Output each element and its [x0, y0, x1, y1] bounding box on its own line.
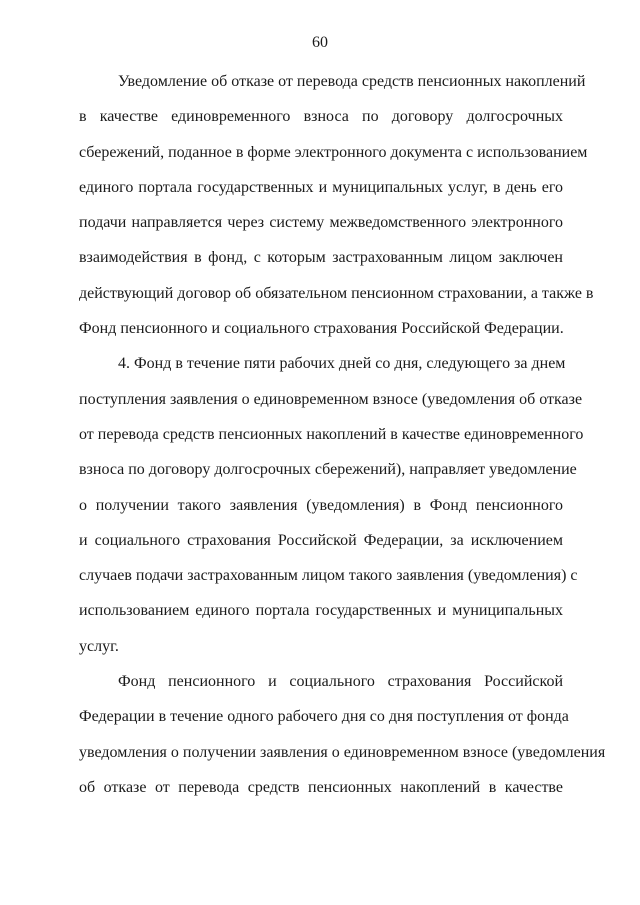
paragraph-1-line-3: сбережений, поданное в форме электронного документа с использованием [79, 143, 588, 161]
paragraph-2-line-7: случаев подачи застрахованным лицом такого заявления (уведомления) с [79, 567, 578, 585]
paragraph-1-line-2: в качестве единовременного взноса по договору долгосрочных [79, 108, 563, 126]
paragraph-2-line-5: о получении такого заявления (уведомления) в Фонд пенсионного [79, 496, 563, 514]
paragraph-2-line-3: от перевода средств пенсионных накоплений в качестве единовременного [79, 425, 584, 443]
paragraph-1-line-8: Фонд пенсионного и социального страхования Российской Федерации. [79, 320, 564, 338]
paragraph-2-line-4: взноса по договору долгосрочных сбережений), направляет уведомление [79, 461, 577, 479]
paragraph-3-line-2: Федерации в течение одного рабочего дня со дня поступления от фонда [79, 708, 569, 726]
paragraph-2-line-1: 4. Фонд в течение пяти рабочих дней со дня, следующего за днем [118, 355, 566, 373]
paragraph-1-line-1: Уведомление об отказе от перевода средств пенсионных накоплений [118, 73, 586, 90]
paragraph-3-line-3: уведомления о получении заявления о единовременном взносе (уведомления [79, 743, 606, 761]
paragraph-1-line-4: единого портала государственных и муниципальных услуг, в день его [79, 178, 563, 196]
paragraph-1-line-6: взаимодействия в фонд, с которым застрахованным лицом заключен [79, 249, 563, 267]
page-number: 60 [312, 34, 328, 51]
paragraph-1-line-5: подачи направляется через систему межведомственного электронного [79, 214, 563, 232]
paragraph-2-line-9: услуг. [79, 637, 119, 655]
paragraph-2-line-8: использованием единого портала государственных и муниципальных [79, 602, 563, 620]
paragraph-3-line-1: Фонд пенсионного и социального страхования Российской [118, 673, 563, 691]
paragraph-2-line-6: и социального страхования Российской Федерации, за исключением [79, 531, 563, 549]
paragraph-1-line-7: действующий договор об обязательном пенсионном страховании, а также в [79, 284, 594, 302]
paragraph-3-line-4: об отказе от перевода средств пенсионных накоплений в качестве [79, 778, 563, 796]
paragraph-2-line-2: поступления заявления о единовременном взносе (уведомления об отказе [79, 390, 583, 408]
document-body [79, 64, 606, 805]
